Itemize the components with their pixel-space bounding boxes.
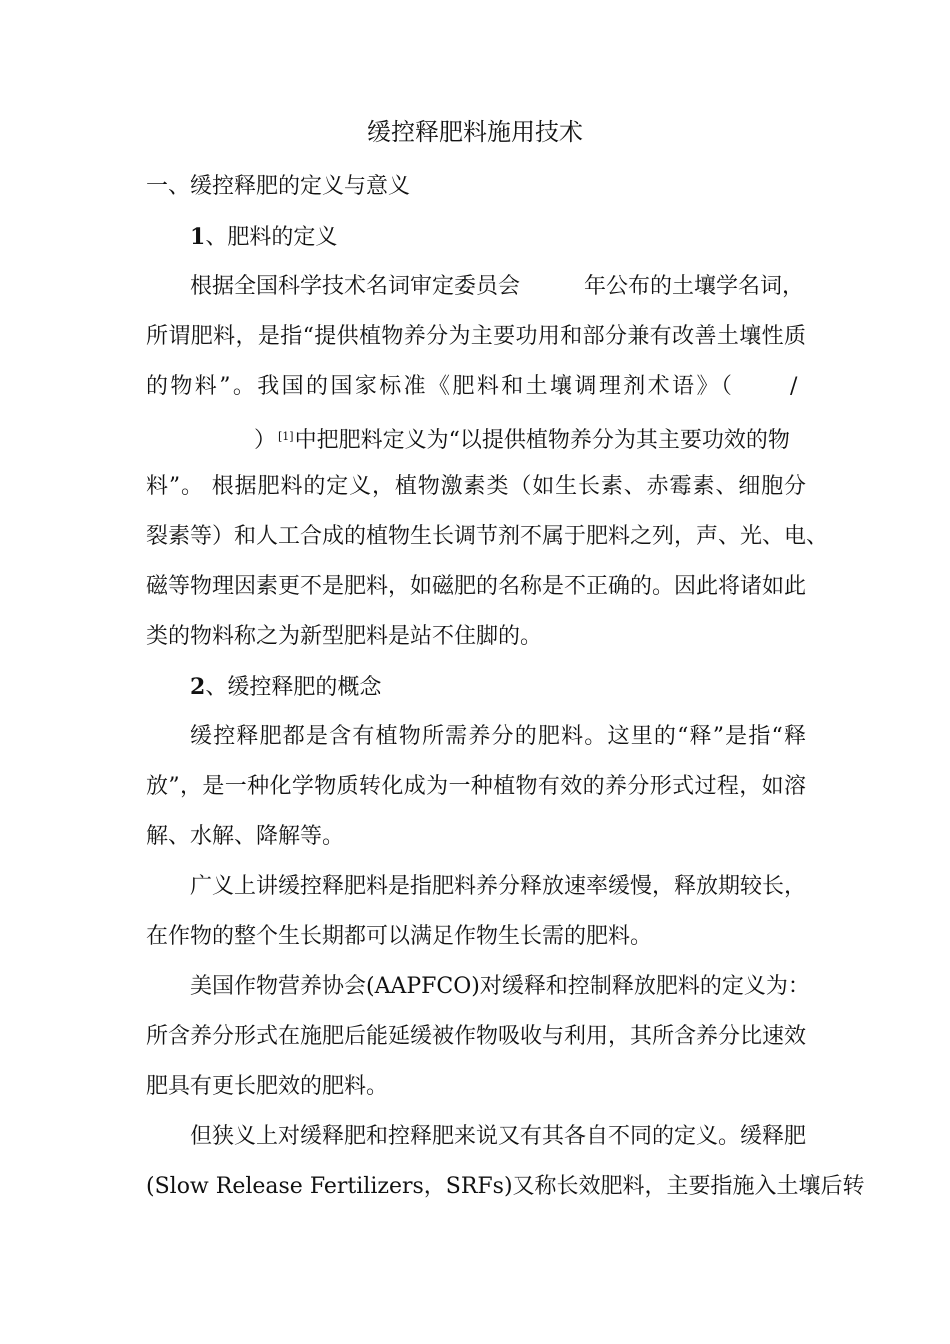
para1-line4b: 中把肥料定义为“以提供植物养分为其主要功效的物 xyxy=(294,428,790,453)
para1-line2: 所谓肥料，是指“提供植物养分为主要功用和部分兼有改善土壤性质 xyxy=(146,324,806,349)
para3-line1: 广义上讲缓控释肥料是指肥料养分释放速率缓慢，释放期较长， xyxy=(190,874,807,899)
para1-line1a: 根据全国科学技术名词审定委员会 xyxy=(190,274,521,299)
para1-line1b: 年公布的土壤学名词， xyxy=(584,274,805,299)
subheading-2-text: 、缓控释肥的概念 xyxy=(205,675,382,700)
para1-line6: 裂素等）和人工合成的植物生长调节剂不属于肥料之列，声、光、电、 xyxy=(146,524,829,549)
section-heading-1: 一、缓控释肥的定义与意义 xyxy=(146,174,411,199)
para1-line4a: ） xyxy=(254,428,277,453)
para4-line2: 所含养分形式在施肥后能延缓被作物吸收与利用，其所含养分比速效 xyxy=(146,1024,807,1049)
subheading-1-text: 、肥料的定义 xyxy=(205,225,338,250)
subheading-2-number: 2 xyxy=(190,674,206,700)
para3-line2: 在作物的整个生长期都可以满足作物生长需的肥料。 xyxy=(146,924,653,949)
para1-line8: 类的物料称之为新型肥料是站不住脚的。 xyxy=(146,624,543,649)
para2-line3: 解、水解、降解等。 xyxy=(146,824,345,849)
para2-line2: 放”，是一种化学物质转化成为一种植物有效的养分形式过程，如溶 xyxy=(146,774,806,799)
footnote-ref: [1] xyxy=(278,430,294,443)
subheading-1-number: 1 xyxy=(190,224,206,250)
para1-line7: 磁等物理因素更不是肥料，如磁肥的名称是不正确的。因此将诸如此 xyxy=(146,574,807,599)
subheading-2 xyxy=(190,674,381,701)
document-title: 缓控释肥料施用技术 xyxy=(367,118,583,146)
para5-line2: (Slow Release Fertilizers，SRFs)又称长效肥料，主要指施入土壤后转 xyxy=(146,1174,865,1199)
para4-line3: 肥具有更长肥效的肥料。 xyxy=(146,1074,389,1099)
para2-line1: 缓控释肥都是含有植物所需养分的肥料。这里的“释”是指“释 xyxy=(190,724,806,749)
para4-line1: 美国作物营养协会(AAPFCO)对缓释和控制释放肥料的定义为： xyxy=(190,974,810,999)
para5-line1: 但狭义上对缓释肥和控释肥来说又有其各自不同的定义。缓释肥 xyxy=(190,1124,807,1149)
para1-line5: 料”。 根据肥料的定义，植物激素类（如生长素、赤霉素、细胞分 xyxy=(146,474,806,499)
subheading-1 xyxy=(190,224,337,251)
para1-line3b: / xyxy=(790,374,798,399)
para1-line4 xyxy=(254,424,790,454)
para1-line3a: 的物料”。我国的国家标准《肥料和土壤调理剂术语》（ xyxy=(146,374,735,399)
